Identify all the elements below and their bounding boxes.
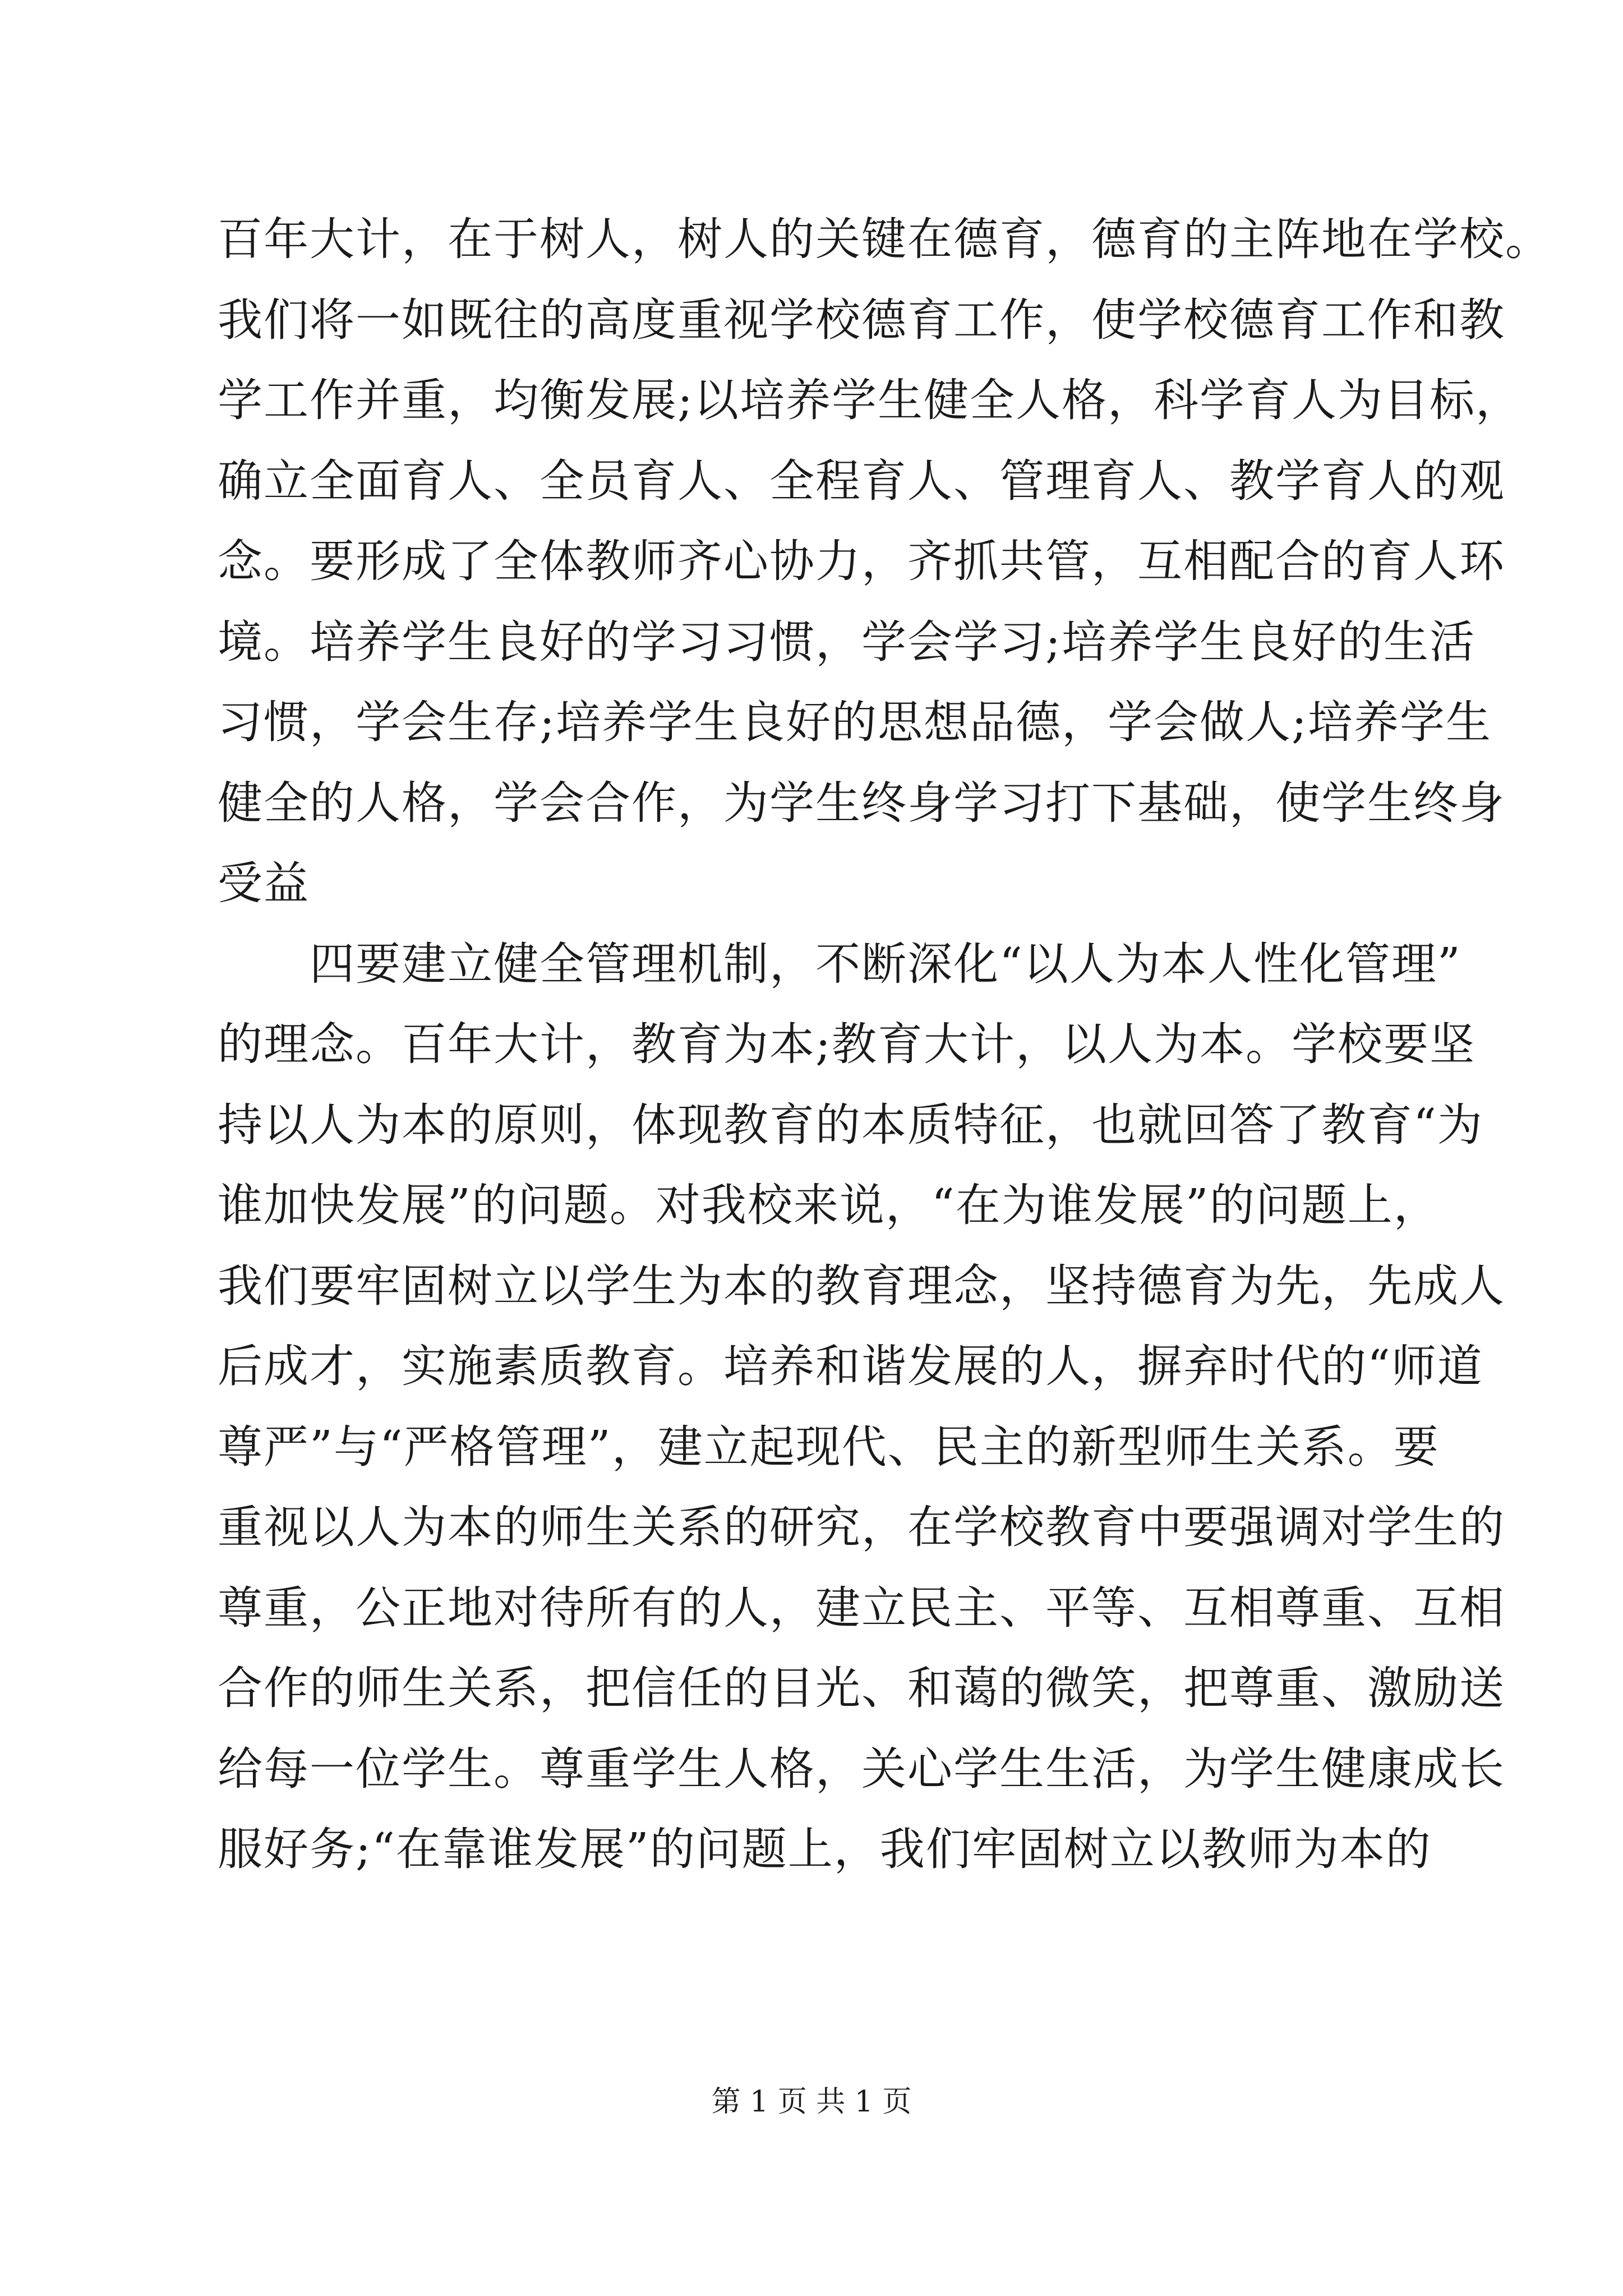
text-line-13: 谁加快发展”的问题。对我校来说，“在为谁发展”的问题上， bbox=[218, 1179, 1440, 1231]
page-number-label: 第 1 页 共 1 页 bbox=[711, 2085, 912, 2119]
text-line-12: 持以人为本的原则，体现教育的本质特征，也就回答了教育“为 bbox=[218, 1098, 1483, 1151]
text-line-5: 念。要形成了全体教师齐心协力，齐抓共管，互相配合的育人环 bbox=[218, 535, 1505, 587]
text-line-14: 我们要牢固树立以学生为本的教育理念，坚持德育为先，先成人 bbox=[218, 1259, 1505, 1312]
text-line-17: 重视以人为本的师生关系的研究，在学校教育中要强调对学生的 bbox=[218, 1501, 1505, 1553]
text-line-4: 确立全面育人、全员育人、全程育人、管理育人、教学育人的观 bbox=[218, 454, 1505, 507]
text-line-1: 百年大计，在于树人，树人的关键在德育，德育的主阵地在学校。 bbox=[218, 213, 1551, 265]
text-line-21: 服好务;“在靠谁发展”的问题上，我们牢固树立以教师为本的 bbox=[218, 1823, 1432, 1875]
page-footer bbox=[0, 2082, 1623, 2122]
text-line-10: 四要建立健全管理机制，不断深化“以人为本人性化管理” bbox=[218, 937, 1461, 990]
text-line-8: 健全的人格，学会合作，为学生终身学习打下基础，使学生终身 bbox=[218, 776, 1505, 829]
text-line-15: 后成才，实施素质教育。培养和谐发展的人，摒弃时代的“师道 bbox=[218, 1340, 1483, 1392]
text-line-3: 学工作并重，均衡发展;以培养学生健全人格，科学育人为目标， bbox=[218, 374, 1521, 426]
text-line-2: 我们将一如既往的高度重视学校德育工作，使学校德育工作和教 bbox=[218, 293, 1505, 346]
text-line-20: 给每一位学生。尊重学生人格，关心学生生活，为学生健康成长 bbox=[218, 1742, 1505, 1795]
text-line-18: 尊重，公正地对待所有的人，建立民主、平等、互相尊重、互相 bbox=[218, 1581, 1505, 1634]
text-line-7: 习惯，学会生存;培养学生良好的思想品德，学会做人;培养学生 bbox=[218, 696, 1492, 748]
text-line-9: 受益 bbox=[218, 857, 310, 909]
text-line-6: 境。培养学生良好的学习习惯，学会学习;培养学生良好的生活 bbox=[218, 615, 1476, 668]
text-line-11: 的理念。百年大计，教育为本;教育大计，以人为本。学校要坚 bbox=[218, 1018, 1476, 1070]
text-line-19: 合作的师生关系，把信任的目光、和蔼的微笑，把尊重、激励送 bbox=[218, 1662, 1505, 1714]
text-line-16: 尊严”与“严格管理”，建立起现代、民主的新型师生关系。要 bbox=[218, 1420, 1440, 1473]
body-text bbox=[218, 199, 1551, 1890]
